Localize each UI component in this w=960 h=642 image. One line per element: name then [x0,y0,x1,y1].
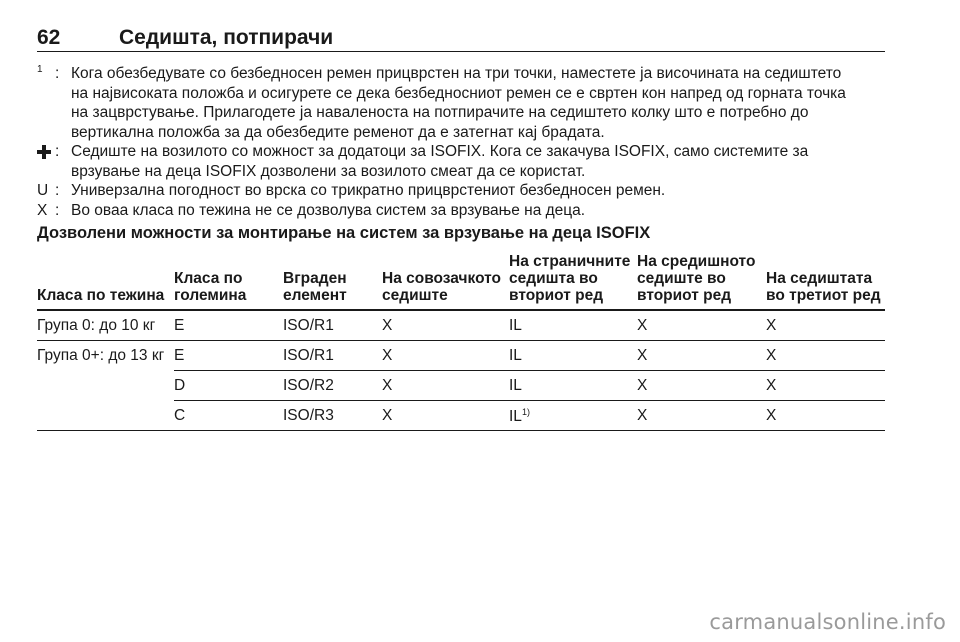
footnote-text [71,181,887,201]
cell-third-row: X [766,407,777,424]
cell-fixture: ISO/R3 [283,407,334,424]
table-row [37,311,885,341]
footnote-line: Универзална погодност во врска со трикратно прицврстениот безбедносен ремен. [71,182,666,199]
footnote-line: Седиште на возилото со можност за додатоци за ISOFIX. Кога се закачува ISOFIX, само системите за [71,143,809,160]
cell-fixture: ISO/R1 [283,317,334,334]
column-header-middle-second-row: На средишното седиште во вториот ред [637,253,756,304]
cell-middle-second: X [637,347,648,364]
cell-third-row: X [766,317,777,334]
footnote-marker-x: X [37,201,48,219]
column-header-weight-class: Класа по тежина [37,287,165,304]
cell-outer-second: IL [509,377,522,394]
footnote-line: вертикална положба за да обезбедите ременот да е затегнат кај брадата. [71,123,605,141]
footnote-marker-1: 1 [37,64,43,75]
footnote-text [71,201,887,221]
cell-group: Група 0+: до 13 кг [37,347,165,364]
footnote-line: врзување на деца ISOFIX дозволени за возилото смеат да се користат. [71,162,586,180]
footnote-line: на зацврстување. Прилагодете ја навaленоста на потпирачите на седиштето колку што е потребно до [71,104,809,121]
row-divider [37,430,885,431]
column-header-third-row: На седиштата во третиот ред [766,270,881,304]
table-body [37,311,885,431]
page-header [37,20,885,50]
cell-third-row: X [766,347,777,364]
cell-third-row: X [766,377,777,394]
table-header [37,253,885,308]
footnote-legend [37,64,887,220]
footnote-u [37,181,887,201]
cell-size: E [174,347,185,364]
table-row [37,401,885,431]
footnote-line: на највисоката положба и осигурете се дека безбедносниот ремен се е свртен кон напред од горната точка [71,84,846,102]
isofix-table [37,253,885,426]
footnote-x [37,201,887,221]
footnote-isofix [37,142,887,181]
footnote-reference: 1) [521,407,530,417]
footnote-line: Кога обезбедувате со безбедносен ремен прицврстен на три точки, наместете ја височината на седиштето [71,65,842,82]
column-header-passenger-seat: На совозачкото седиште [382,270,502,304]
cell-fixture: ISO/R2 [283,377,334,394]
cell-passenger: X [382,377,393,394]
cell-outer-second: IL [509,317,522,334]
footnote-separator: : [55,182,60,199]
section-heading: Дозволени можности за монтирање на систем за врзување на деца ISOFIX [37,224,651,242]
cell-outer-second: IL [509,347,522,364]
footnote-line: Во оваа класа по тежина не се дозволува систем за врзување на деца. [71,201,586,219]
table-row [37,371,885,401]
footnote-marker-u: U [37,182,49,199]
footnote-separator: : [55,65,60,82]
cell-fixture: ISO/R1 [283,347,334,364]
footnote-marker-plus [37,142,55,181]
cell-passenger: X [382,347,393,364]
footnote-text [71,142,887,181]
footnote-separator: : [55,143,60,160]
column-header-size-class: Класа по големина [174,270,247,304]
footnote-1 [37,64,887,142]
watermark: carmanualsonline.info [709,610,946,634]
cell-size: C [174,407,186,424]
cell-passenger: X [382,317,393,334]
cell-middle-second: X [637,317,648,334]
footnote-text [71,64,887,142]
page-title: Седишта, потпирачи [119,26,334,49]
column-header-fixture: Вграден елемент [283,270,347,304]
plus-icon [37,145,51,159]
column-header-outer-second-row: На страничните седишта во вториот ред [509,253,631,304]
cell-size: D [174,377,186,394]
cell-size: E [174,317,185,334]
cell-outer-second: IL$^{1)}$ [509,407,530,426]
header-divider [37,51,885,52]
cell-middle-second: X [637,407,648,424]
cell-passenger: X [382,407,393,424]
table-row [37,341,885,371]
cell-middle-second: X [637,377,648,394]
cell-group: Група 0: до 10 кг [37,317,156,334]
footnote-separator: : [55,201,60,219]
page-number: 62 [37,26,61,49]
